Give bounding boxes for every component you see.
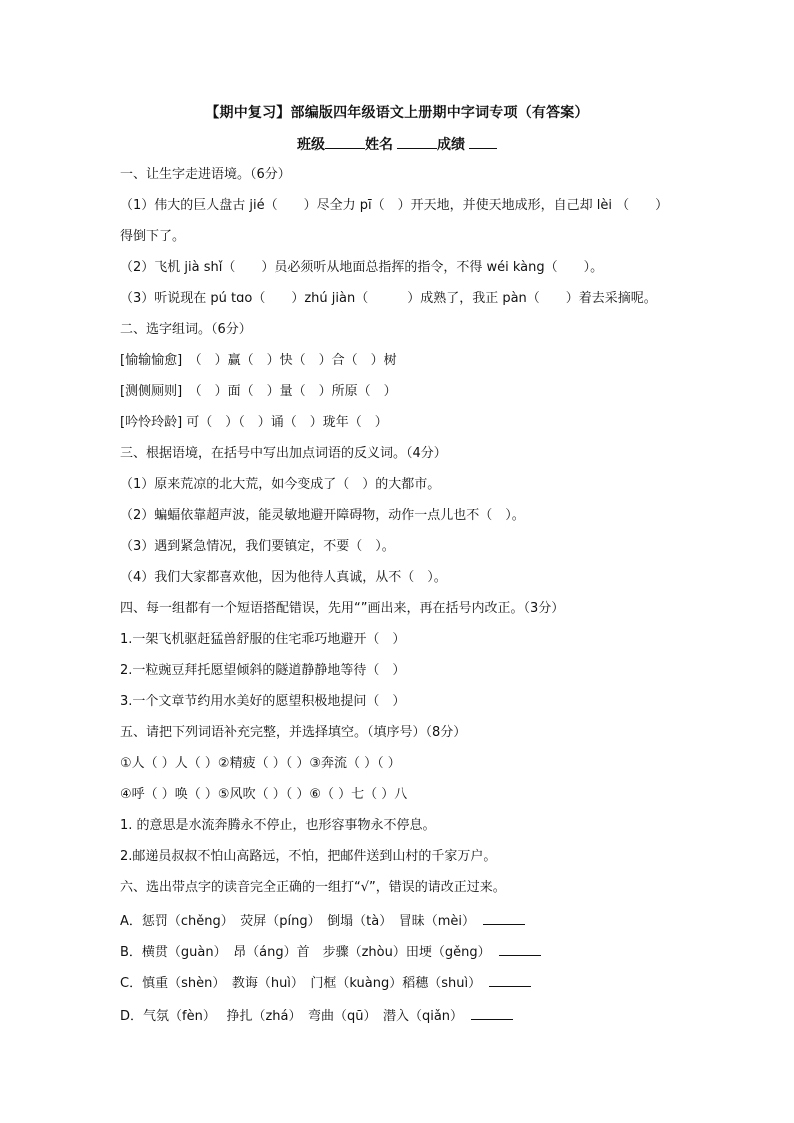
question-line: [测侧厕则] （ ）面（ ）量（ ）所原（ ） xyxy=(120,384,397,399)
question-line: （4）我们大家都喜欢他，因为他待人真诚，从不（ ）。 xyxy=(120,570,447,585)
question-line: 2.邮递员叔叔不怕山高路远，不怕，把邮件送到山村的千家万户。 xyxy=(120,849,497,864)
question-line: [愉输愉愈] （ ）赢（ ）快（ ）合（ ）树 xyxy=(120,353,397,368)
question-line: 2.一粒豌豆拜托愿望倾斜的隧道静静地等待（ ） xyxy=(120,663,406,678)
question-line: 1. 的意思是水流奔腾永不停止，也形容事物永不停息。 xyxy=(120,818,436,833)
section-1-heading: 一、让生字走进语境。（6分） xyxy=(120,167,291,182)
page-title: 【期中复习】部编版四年级语文上册期中字词专项（有答案） xyxy=(205,105,589,121)
option-a xyxy=(120,912,680,931)
option-b xyxy=(120,943,680,962)
answer-blank xyxy=(471,1007,513,1020)
question-line: （2）蝙蝠依靠超声波，能灵敏地避开障碍物，动作一点儿也不（ ）。 xyxy=(120,508,525,523)
question-line: 得倒下了。 xyxy=(120,229,186,244)
class-blank xyxy=(325,136,365,149)
name-label: 姓名 xyxy=(365,137,393,153)
section-5-heading: 五、请把下列词语补充完整，并选择填空。（填序号）（8分） xyxy=(120,725,467,740)
question-line: [吟怜玲龄] 可（ ）（ ）诵（ ）珑年（ ） xyxy=(120,415,388,430)
question-line: ④呼（ ）唤（ ）⑤风吹（ ）（ ）⑥（ ）七（ ）八 xyxy=(120,787,408,802)
question-line: （3）遇到紧急情况，我们要镇定，不要（ ）。 xyxy=(120,539,395,554)
question-line: 1.一架飞机驱赶猛兽舒服的住宅乖巧地避开（ ） xyxy=(120,632,406,647)
section-3-heading: 三、根据语境，在括号中写出加点词语的反义词。（4分） xyxy=(120,446,447,461)
question-line: 3.一个文章节约用水美好的愿望积极地提问（ ） xyxy=(120,694,406,709)
score-blank xyxy=(469,136,497,149)
question-line: ①人（ ）人（ ）②精疲（ ）（ ）③奔流（ ）（ ） xyxy=(120,756,401,771)
section-2-heading: 二、选字组词。（6分） xyxy=(120,322,252,337)
answer-blank xyxy=(483,912,525,925)
option-d-text: D．气氛（fèn） 挣扎（zhá） 弯曲（qū） 潜入（qiǎn） xyxy=(120,1009,464,1024)
section-4-heading: 四、每一组都有一个短语搭配错误，先用“”画出来，再在括号内改正。（3分） xyxy=(120,601,565,616)
question-line: （2）飞机 jià shǐ（ ）员必须听从地面总指挥的指令，不得 wéi kàng（ ）。 xyxy=(120,260,604,275)
section-6-heading: 六、选出带点字的读音完全正确的一组打“√”，错误的请改正过来。 xyxy=(120,880,506,895)
option-b-text: B．横贯（guàn） 昂（áng）首 步骤（zhòu）田埂（gěng） xyxy=(120,945,491,960)
question-line: （1）原来荒凉的北大荒，如今变成了（ ）的大都市。 xyxy=(120,477,441,492)
option-c xyxy=(120,974,680,993)
answer-blank xyxy=(489,974,531,987)
option-c-text: C．慎重（shèn） 教诲（huì） 门框（kuàng）稻穗（shuì） xyxy=(120,976,482,991)
score-label: 成绩 xyxy=(437,137,465,153)
option-d xyxy=(120,1007,680,1026)
student-info-line xyxy=(0,134,794,154)
name-blank xyxy=(397,136,437,149)
option-a-text: A．惩罚（chěng） 荧屏（píng） 倒塌（tà） 冒昧（mèi） xyxy=(120,914,475,929)
class-label: 班级 xyxy=(297,137,325,153)
question-line: （1）伟大的巨人盘古 jié（ ）尽全力 pī（ ）开天地，并使天地成形，自己却 lèi （ ） xyxy=(120,198,669,213)
answer-blank xyxy=(499,943,541,956)
question-line: （3）听说现在 pú tɑo（ ）zhú jiàn（ ）成熟了，我正 pàn（ ）着去采摘呢。 xyxy=(120,291,657,306)
